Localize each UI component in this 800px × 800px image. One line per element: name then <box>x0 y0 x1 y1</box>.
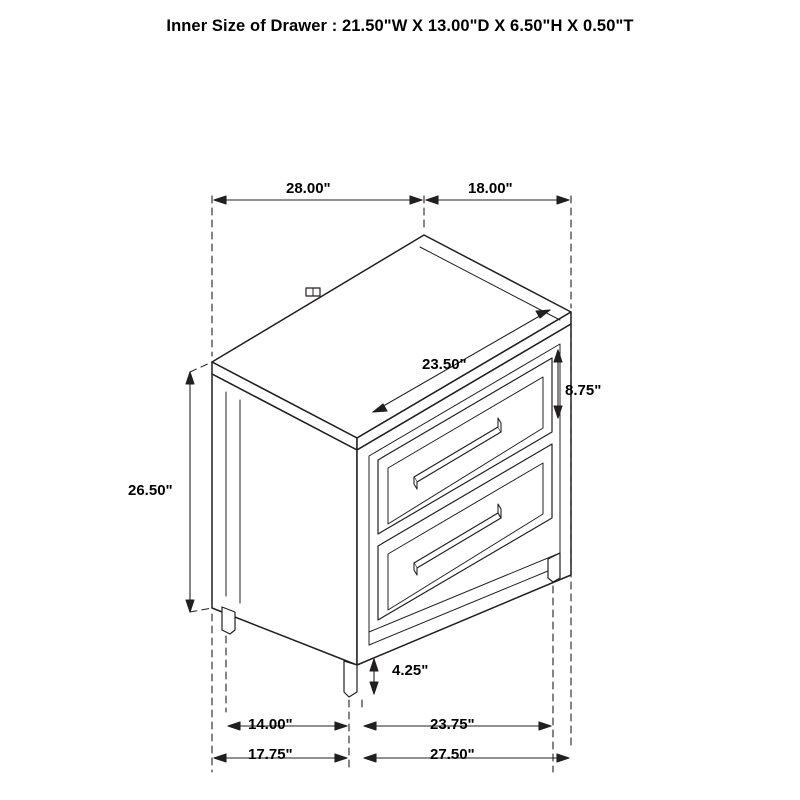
dim-label-drawer-front-width: 23.50" <box>422 356 467 373</box>
dim-label-top-width-front: 28.00" <box>286 180 331 197</box>
top-notch-detail <box>306 288 320 296</box>
dim-label-overall-width: 27.50" <box>430 746 475 763</box>
dim-label-overall-height: 26.50" <box>128 482 173 499</box>
page-title: Inner Size of Drawer : 21.50"W X 13.00"D X 6.50"H X 0.50"T <box>166 17 634 35</box>
dim-label-overall-depth: 17.75" <box>248 746 293 763</box>
dim-label-top-depth-side: 18.00" <box>468 180 513 197</box>
dim-label-leg-height: 4.25" <box>392 662 429 679</box>
dim-label-drawer-height: 8.75" <box>565 382 602 399</box>
dim-label-base-width: 23.75" <box>430 716 475 733</box>
dim-label-base-depth: 14.00" <box>248 716 293 733</box>
